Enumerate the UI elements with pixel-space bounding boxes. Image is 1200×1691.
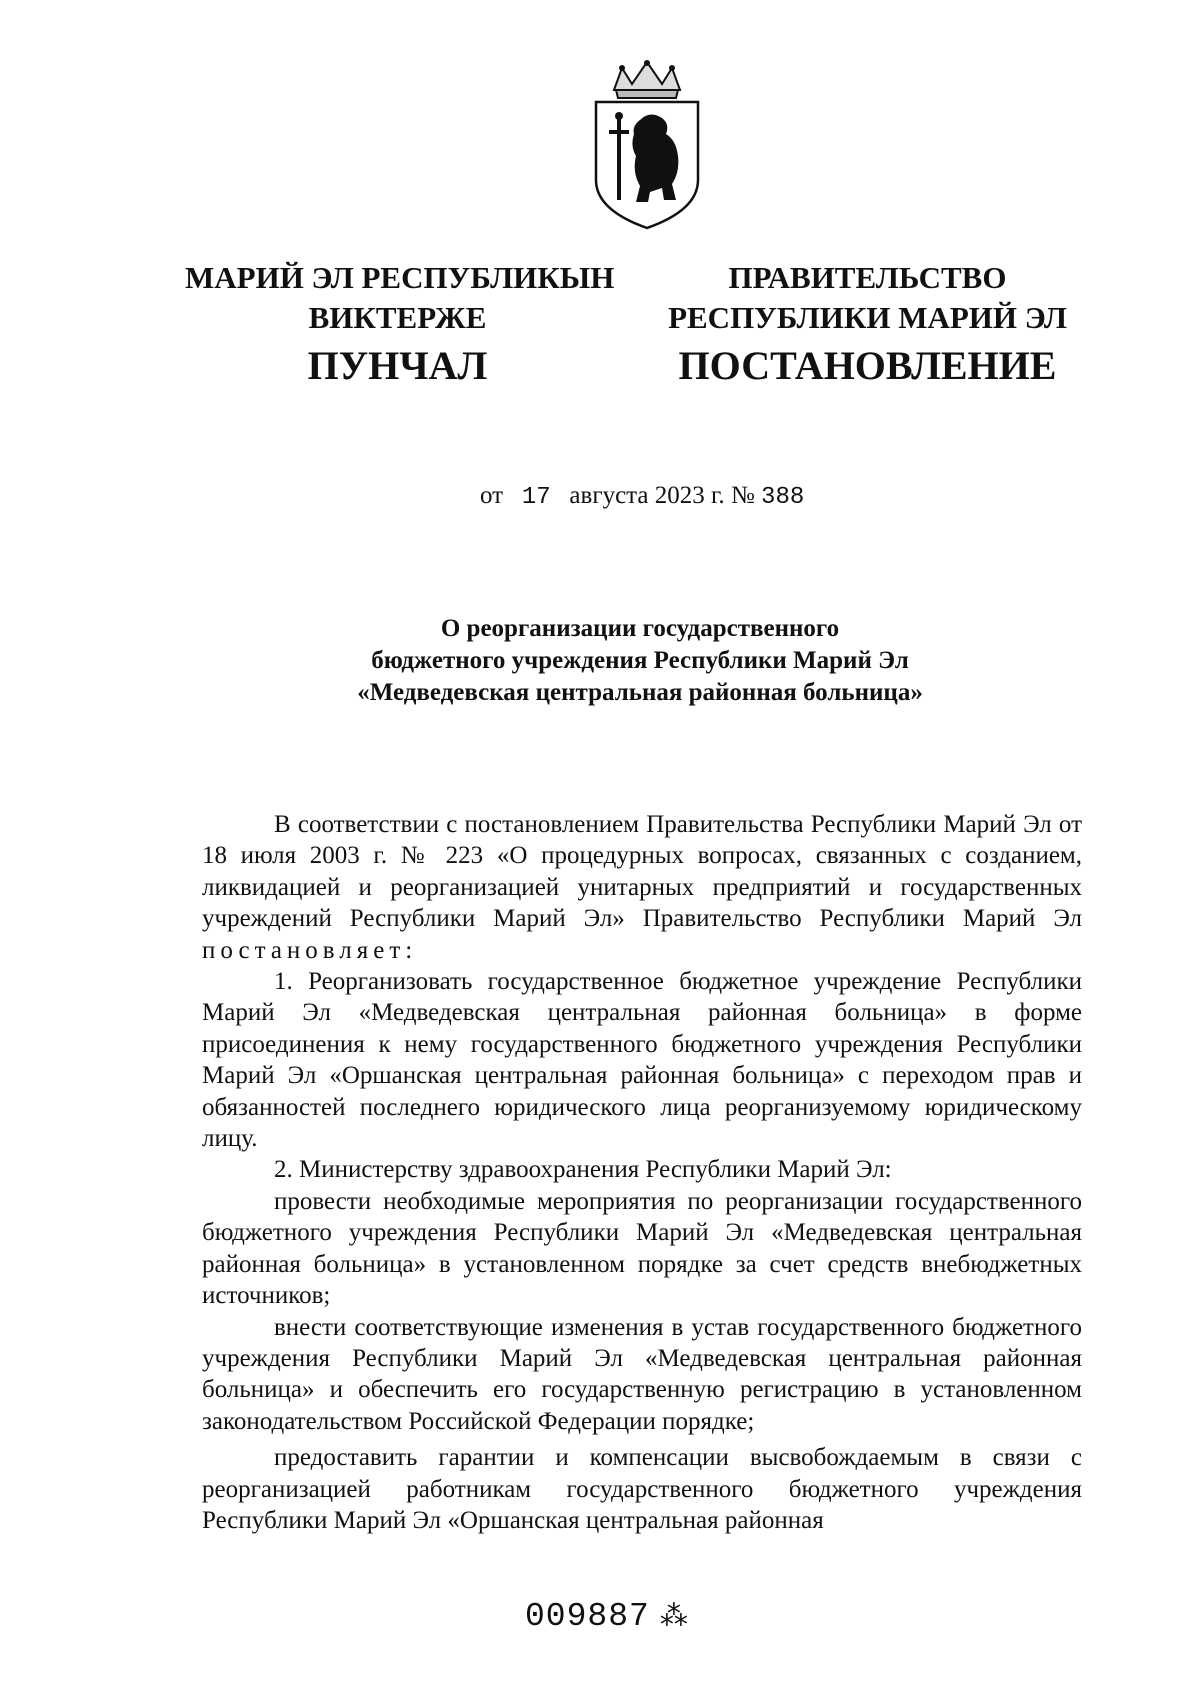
title-line1: О реорганизации государственного xyxy=(440,615,840,642)
document-title xyxy=(200,613,1080,709)
document-dateline xyxy=(480,482,804,511)
item-2b: внести соответствующие изменения в устав государственного бюджетного учреждения Республики Марий Эл «Медведевская центральная районная больница» и обеспечить его государственную регистрацию в установленном законодательством Российской Федерации порядке; xyxy=(202,1313,1082,1435)
coat-of-arms-icon xyxy=(590,60,705,230)
title-line2: бюджетного учреждения Республики Марий Эл xyxy=(371,647,909,674)
item-1: 1. Реорганизовать государственное бюджетное учреждение Республики Марий Эл «Медведевская центральная районная больница» в форме присоединения к нему государственного бюджетного учреждения Республики Марий Эл «Оршанская центральная районная больница» с переходом прав и обязанностей последнего юридического лица реорганизуемому юридическому лицу. xyxy=(202,968,1082,1153)
serial-number: 009887 xyxy=(525,1598,650,1635)
header-left-line2: ВИКТЕРЖЕ xyxy=(308,300,487,335)
header-left-line1: МАРИЙ ЭЛ РЕСПУБЛИКЫН xyxy=(185,260,615,295)
serial-number-stamp xyxy=(525,1598,689,1635)
item-2: 2. Министерству здравоохранения Республики Марий Эл: xyxy=(274,1156,892,1184)
item-2a: провести необходимые мероприятия по реорганизации государственного бюджетного учреждения Республики Марий Эл «Медведевская центральная районная больница» в установленном порядке за счет средств внебюджетных источников; xyxy=(202,1187,1082,1310)
intro-text: В соответствии с постановлением Правительства Республики Марий Эл от 18 июля 2003 г. № 223 «О процедурных вопросах, связанных с созданием, ликвидацией и реорганизацией унитарных предприятий и государственных учреждений Республики Марий Эл» Правительство Республики Марий Эл xyxy=(202,811,1082,933)
document-body xyxy=(202,809,1082,1536)
item-2c: предоставить гарантии и компенсации высвобождаемым в связи с реорганизацией работникам государственного бюджетного учреждения Республики Марий Эл «Оршанская центральная районная xyxy=(202,1444,1082,1534)
intro-paragraph xyxy=(202,809,1082,966)
header-right-line1: ПРАВИТЕЛЬСТВО xyxy=(728,260,1007,295)
resolves-word: постановляет: xyxy=(202,936,418,964)
header-right xyxy=(655,258,1080,390)
dateline-month-year: августа 2023 г. xyxy=(569,482,725,509)
dateline-day: 17 xyxy=(521,484,551,511)
header-right-line2: РЕСПУБЛИКИ МАРИЙ ЭЛ xyxy=(668,300,1067,335)
header-left-doc-type: ПУНЧАЛ xyxy=(307,343,488,388)
dateline-number: 388 xyxy=(761,484,805,511)
header-left xyxy=(185,258,615,390)
dateline-number-sign: № xyxy=(730,482,755,509)
header-right-doc-type: ПОСТАНОВЛЕНИЕ xyxy=(678,343,1057,388)
asterisk-icon: ⁂ xyxy=(659,1603,689,1634)
title-line3: «Медведевская центральная районная больница» xyxy=(357,679,923,706)
dateline-prefix: от xyxy=(480,482,504,509)
